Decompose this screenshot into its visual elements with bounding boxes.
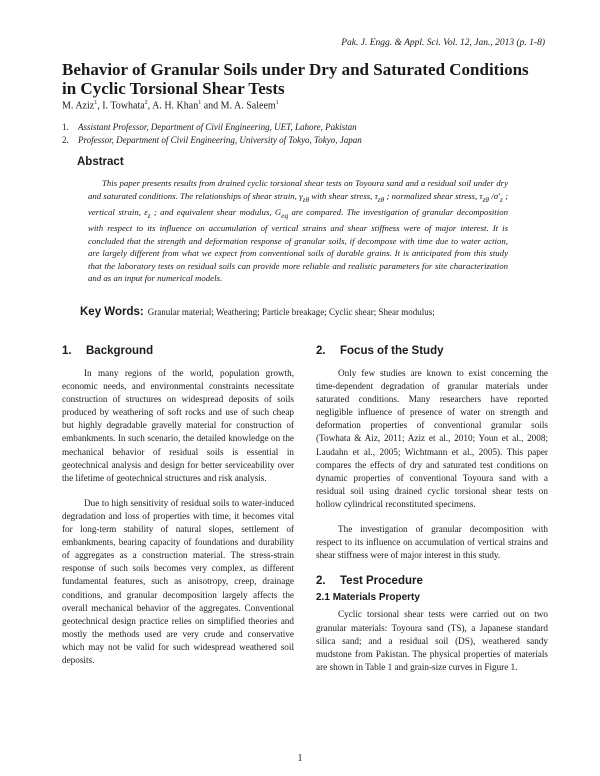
subsection-title: Materials Property	[332, 592, 420, 604]
symbol-subscript: zθ	[377, 194, 385, 204]
body-paragraph: Due to high sensitivity of residual soils to water-induced degradation and loss of properties with time, it becomes vital for long-term stability of natural slopes, settlement of embankments, bearing capacity of foundations and durability of aggregates as a construction material. The stress-strain response of such soils becomes very complex, as different fundamental features, such as anisotropy, creep, drainage conditions, and granular decomposition largely affects the overall mechanical behavior of the aggregates. Conventional geotechnical design practice relies on simplified theories and mostly the methods used are very crude and conservative which may not be valid for such widespread weathered soil deposits.	[62, 497, 294, 665]
page-number: 1	[297, 753, 303, 764]
affiliation-text: Professor, Department of Civil Engineering, University of Tokyo, Tokyo, Japan	[78, 134, 362, 145]
keywords-label: Key Words:	[80, 306, 144, 318]
section-number: 2.	[316, 575, 326, 588]
body-paragraph: The investigation of granular decomposition with respect to its influence on accumulation of vertical strains and shear stiffness were of major interest in this study.	[316, 524, 548, 561]
author-name: I. Towhata	[102, 100, 145, 112]
body-paragraph: Cyclic torsional shear tests were carried out on two granular materials: Toyoura sand (TS), a Japanese standard silica sand; and a residual soil (DS), weathered sandy mudstone from Pakistan. The physical properties of materials are shown in Table 1 and grain-size curves in Figure 1.	[316, 609, 548, 672]
body-paragraph: In many regions of the world, population growth, economic needs, and environmental constraints necessitate construction of structures on widespread deposits of soils produced by weathering of soft rocks and use of such cheap but highly degradable gravelly material for construction of embankments. In such scenario, the detailed knowledge on the mechanical behavior of residual soils is essential in geotechnical analysis and design for better serviceability over the lifetime of geotechnical structures and risk analysis.	[62, 368, 294, 483]
abstract-fragment: ; vertical strain,	[88, 190, 508, 217]
symbol-subscript: zθ	[482, 194, 490, 204]
author-separator: ,	[97, 100, 103, 112]
author-name: M. A. Saleem	[220, 100, 276, 112]
author-separator: ,	[147, 100, 153, 112]
abstract-fragment: with shear stress,	[309, 190, 375, 201]
symbol-gamma: γ	[299, 190, 303, 201]
author-name: A. H. Khan	[152, 100, 199, 112]
section-title: Test Procedure	[340, 575, 423, 588]
abstract-fragment: ; and equivalent shear modulus,	[150, 206, 275, 217]
symbol-subscript: eq	[281, 210, 289, 220]
section-title: Background	[86, 345, 154, 357]
symbol-tau: τ	[479, 190, 483, 201]
affiliation-text: Assistant Professor, Department of Civil Engineering, UET, Lahore, Pakistan	[78, 122, 357, 132]
abstract-heading: Abstract	[77, 156, 124, 168]
author-separator: and	[201, 100, 221, 112]
affiliation-list	[62, 121, 362, 146]
author-list	[62, 100, 279, 111]
author-affil-mark: 1	[198, 100, 202, 106]
subsection-heading-materials	[316, 591, 548, 604]
symbol-sigma: σ′	[493, 190, 500, 201]
section-number: 1.	[62, 345, 72, 357]
abstract-fragment: are compared. The investigation of granular decomposition with respect to its influence on accumulation of vertical strains and shear stiffness were of major interest. It is concluded that the strength and deformation response of granular soils, if decompose with time due to water action, are largely different from what we expect from conventional soils of durable grains. It is anticipated from this study that the laboratory tests on residual soils can provide more reliable and realistic parameters for site characterization and as an input for numerical models.	[88, 206, 508, 283]
symbol-epsilon: ε	[144, 206, 148, 217]
subsection-number: 2.1	[316, 592, 330, 604]
section-number: 2.	[316, 345, 326, 357]
abstract-fragment: This paper presents results from drained cyclic torsional shear tests on Toyoura sand and a residual soil under dry and saturated conditions. The relationships of shear strain,	[88, 178, 508, 201]
symbol-subscript: z	[499, 194, 503, 204]
keywords-line	[80, 306, 435, 318]
symbol-g: G	[274, 206, 282, 217]
abstract-text	[88, 177, 508, 285]
symbol-slash: /	[489, 190, 494, 201]
affiliation-number: 2.	[62, 134, 69, 145]
abstract-fragment: ; normalized shear stress,	[384, 190, 480, 201]
keywords-text: Granular material; Weathering; Particle breakage; Cyclic shear; Shear modulus;	[147, 307, 435, 317]
section-heading-procedure	[316, 574, 548, 588]
author-affil-mark: 1	[94, 100, 98, 106]
symbol-subscript: zθ	[302, 194, 310, 204]
right-column	[316, 344, 548, 686]
author-affil-mark: 2	[144, 100, 148, 106]
left-column	[62, 344, 294, 679]
affiliation-number: 1.	[62, 122, 69, 132]
section-heading-background	[62, 344, 294, 358]
symbol-tau: τ	[374, 190, 378, 201]
affiliation-item	[62, 134, 362, 147]
section-heading-focus	[316, 344, 548, 358]
author-affil-mark: 1	[275, 100, 279, 106]
author-name: M. Aziz	[62, 100, 95, 112]
symbol-subscript: z	[147, 210, 151, 220]
journal-citation: Pak. J. Engg. & Appl. Sci. Vol. 12, Jan., 2013 (p. 1-8)	[341, 38, 545, 48]
paper-title: Behavior of Granular Soils under Dry and Saturated Conditions in Cyclic Torsional Shear Tests	[62, 60, 529, 98]
affiliation-item	[62, 121, 362, 134]
section-title: Focus of the Study	[340, 345, 444, 357]
body-paragraph: Only few studies are known to exist concerning the time-dependent degradation of granular materials under saturated conditions. Many researchers have reported negligible influence of presence of water on strength and deformation properties of conventional granular soils (Towhata & Aiz, 2011; Aziz et al., 2010; Youn et al., 2008; Laudahn et al., 2005; Wichtmann et al., 2005). This paper compares the effects of dry and saturated test conditions on dynamic properties of conventional Toyoura sand with a residual soil using drained cyclic torsional shear tests on hollow cylindrical reconstituted specimens.	[316, 368, 548, 509]
